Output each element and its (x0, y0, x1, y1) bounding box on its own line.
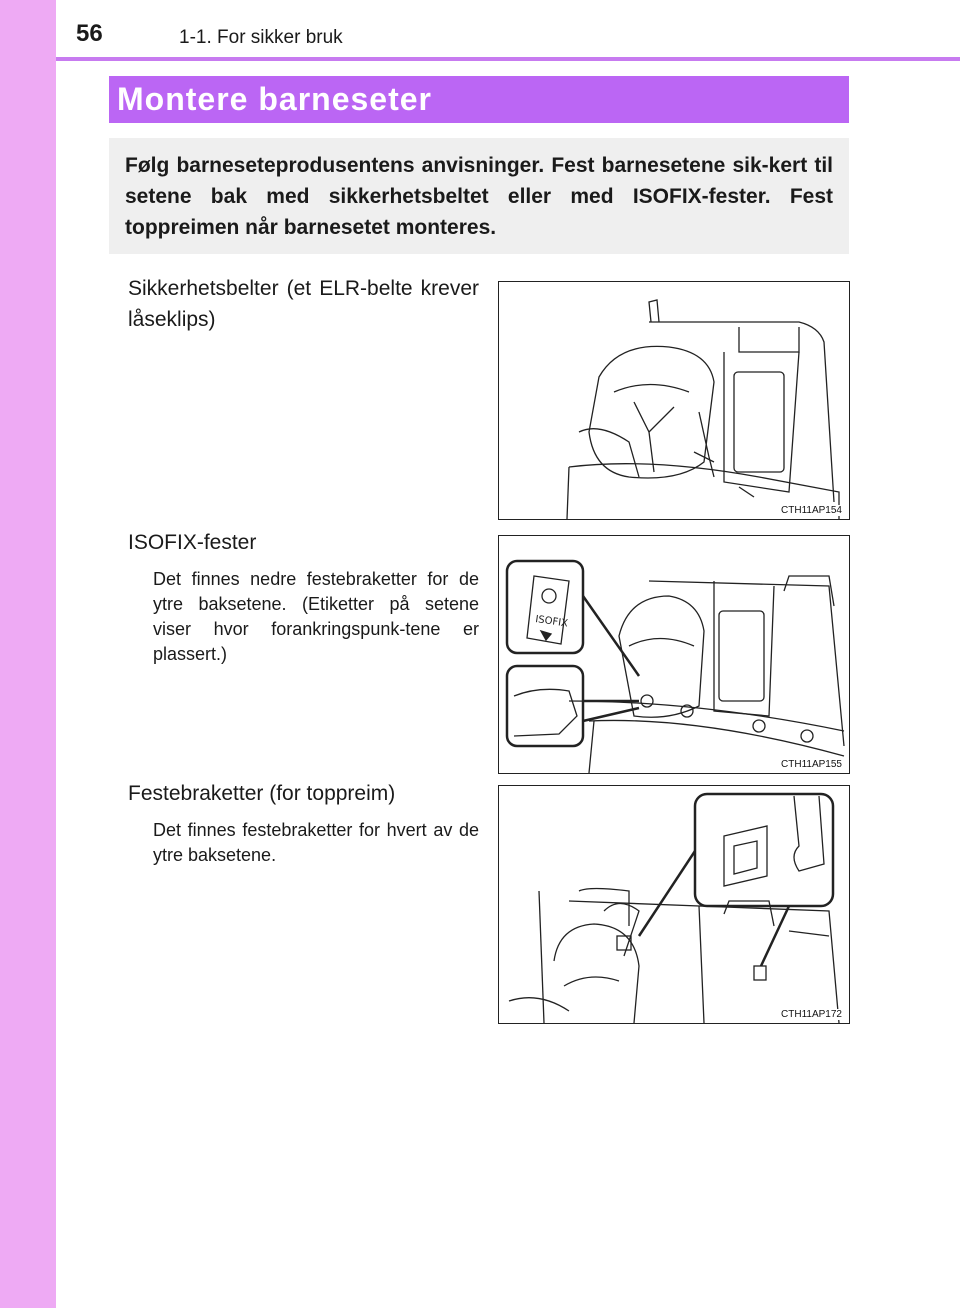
tether-illustration (499, 786, 849, 1023)
figure-code: CTH11AP154 (781, 505, 842, 516)
item-tether-title: Festebraketter (for toppreim) (128, 782, 396, 805)
isofix-illustration (499, 536, 849, 773)
side-tab-bar (0, 0, 56, 1308)
figure-code: CTH11AP172 (781, 1009, 842, 1020)
item-tether-description: Det finnes festebraketter for hvert av de ytre baksetene. (153, 820, 479, 865)
figure-code: CTH11AP155 (781, 759, 842, 770)
section-banner (109, 76, 849, 123)
figure-isofix (498, 535, 850, 774)
seatbelt-illustration (499, 282, 849, 519)
intro-box (109, 138, 849, 254)
item-isofix-description: Det finnes nedre festebraketter for de ytre baksetene. (Etiketter på setene viser hvor forankringspunk-tene er plassert.) (153, 569, 479, 664)
chapter-title: 1-1. For sikker bruk (179, 27, 343, 48)
isofix-label-text: ISOFIX (534, 614, 569, 630)
intro-text: Følg barneseteprodusentens anvisninger. Fest barnesetene sik-kert til setene bak med sikkerhetsbeltet eller med ISOFIX-fester. Fest toppreimen når barnesetet monteres. (125, 154, 833, 239)
item-seatbelt-title: Sikkerhetsbelter (et ELR-belte krever låseklips) (128, 277, 479, 331)
section-title: Montere barneseter (117, 81, 432, 117)
figure-tether (498, 785, 850, 1024)
page-number: 56 (76, 20, 103, 47)
item-isofix-title: ISOFIX-fester (128, 531, 257, 554)
header-divider (56, 57, 960, 61)
figure-seatbelt (498, 281, 850, 520)
